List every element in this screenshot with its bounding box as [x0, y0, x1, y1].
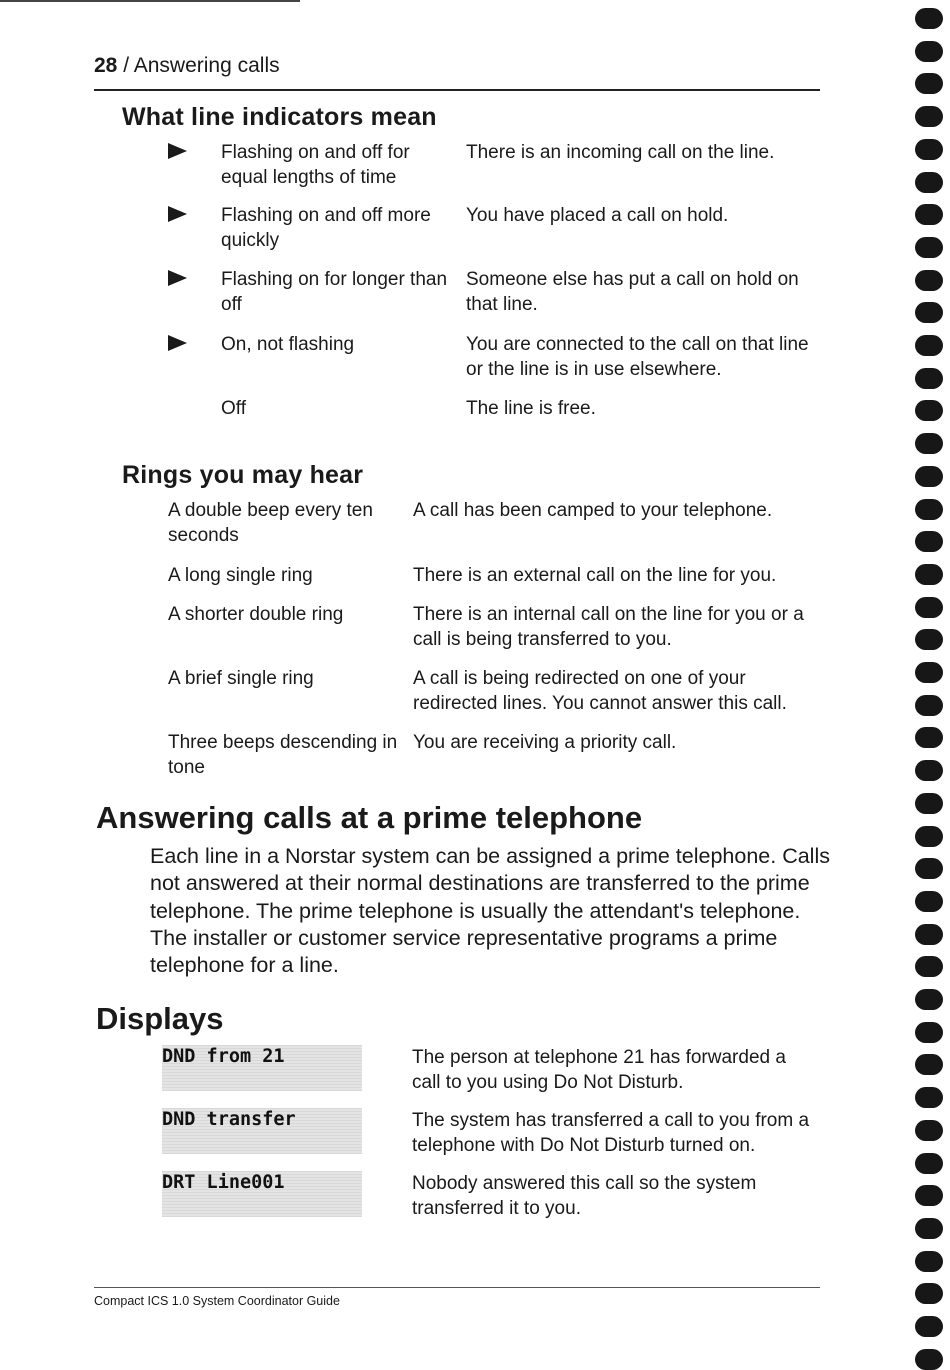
binding-hole-icon — [915, 629, 943, 650]
header-divider — [94, 89, 820, 91]
page-number: 28 — [94, 54, 118, 77]
arrow-bullet-icon — [168, 143, 187, 159]
display-meaning: The system has transferred a call to you from a telephone with Do Not Disturb turned on. — [412, 1110, 810, 1156]
indicator-meaning: The line is free. — [466, 398, 596, 419]
indicator-state: Flashing on for longer than off — [221, 269, 448, 315]
binding-hole-icon — [915, 662, 943, 683]
ring-sound: A long single ring — [168, 565, 313, 586]
display-screen: DND transfer — [162, 1108, 362, 1154]
indicator-state: Flashing on and off for equal lengths of time — [221, 142, 410, 188]
arrow-bullet-icon — [168, 206, 187, 222]
ring-meaning: There is an external call on the line for you. — [413, 565, 777, 586]
display-screen: DRT Line001 — [162, 1171, 362, 1217]
ring-sound: Three beeps descending in tone — [168, 732, 398, 778]
binding-hole-icon — [915, 1251, 943, 1272]
binding-hole-icon — [915, 597, 943, 618]
binding-hole-icon — [915, 1283, 943, 1304]
binding-hole-icon — [915, 858, 943, 879]
binding-hole-icon — [915, 891, 943, 912]
binding-hole-icon — [915, 237, 943, 258]
binding-hole-icon — [915, 989, 943, 1010]
ring-meaning: A call is being redirected on one of your redirected lines. You cannot answer this call. — [413, 668, 787, 714]
ring-meaning: There is an internal call on the line for you or a call is being transferred to you. — [413, 604, 804, 650]
footer-text: Compact ICS 1.0 System Coordinator Guide — [94, 1294, 340, 1308]
binding-hole-icon — [915, 564, 943, 585]
header-separator: / — [117, 54, 134, 77]
binding-hole-icon — [915, 1153, 943, 1174]
binding-hole-icon — [915, 466, 943, 487]
binding-hole-icon — [915, 106, 943, 127]
binding-hole-icon — [915, 368, 943, 389]
binding-hole-icon — [915, 204, 943, 225]
display-screen: DND from 21 — [162, 1045, 362, 1091]
binding-hole-icon — [915, 1120, 943, 1141]
binding-hole-icon — [915, 1022, 943, 1043]
page-header — [94, 54, 280, 78]
indicator-state: Off — [221, 398, 246, 419]
binding-hole-icon — [915, 73, 943, 94]
binding-hole-icon — [915, 695, 943, 716]
arrow-bullet-icon — [168, 270, 187, 286]
binding-hole-icon — [915, 531, 943, 552]
binding-hole-icon — [915, 1316, 943, 1337]
displays-heading: Displays — [96, 1001, 224, 1036]
binding-hole-icon — [915, 302, 943, 323]
indicator-state: On, not flashing — [221, 334, 355, 355]
indicator-meaning: There is an incoming call on the line. — [466, 142, 775, 163]
arrow-bullet-icon — [168, 335, 187, 351]
binding-hole-icon — [915, 270, 943, 291]
prime-paragraph: Each line in a Norstar system can be assigned a prime telephone. Calls not answered at their normal destinations are transferred to the prime telephone. The prime telephone is usually the attendant's telephone. The installer or customer service representative programs a prime telephone for a line. — [150, 844, 830, 978]
binding-hole-icon — [915, 8, 943, 29]
prime-heading: Answering calls at a prime telephone — [96, 800, 643, 835]
binding-hole-icon — [915, 139, 943, 160]
binding-holes — [909, 0, 950, 1350]
binding-hole-icon — [915, 956, 943, 977]
indicator-meaning: You have placed a call on hold. — [466, 205, 729, 226]
section-title: Answering calls — [133, 54, 280, 77]
ring-meaning: You are receiving a priority call. — [413, 732, 677, 753]
binding-hole-icon — [915, 760, 943, 781]
rings-heading: Rings you may hear — [122, 461, 364, 489]
binding-hole-icon — [915, 727, 943, 748]
binding-hole-icon — [915, 433, 943, 454]
ring-sound: A shorter double ring — [168, 604, 344, 625]
binding-hole-icon — [915, 1087, 943, 1108]
binding-hole-icon — [915, 499, 943, 520]
display-meaning: Nobody answered this call so the system transferred it to you. — [412, 1173, 757, 1219]
binding-hole-icon — [915, 1349, 943, 1370]
binding-hole-icon — [915, 400, 943, 421]
binding-hole-icon — [915, 41, 943, 62]
line-indicators-heading: What line indicators mean — [122, 103, 437, 131]
binding-hole-icon — [915, 1218, 943, 1239]
binding-hole-icon — [915, 1054, 943, 1075]
binding-hole-icon — [915, 826, 943, 847]
indicator-meaning: You are connected to the call on that line or the line is in use elsewhere. — [466, 334, 809, 380]
ring-sound: A brief single ring — [168, 668, 314, 689]
binding-hole-icon — [915, 793, 943, 814]
footer-divider — [94, 1287, 820, 1288]
binding-hole-icon — [915, 172, 943, 193]
ring-meaning: A call has been camped to your telephone. — [413, 500, 773, 521]
binding-hole-icon — [915, 924, 943, 945]
display-meaning: The person at telephone 21 has forwarded a call to you using Do Not Disturb. — [412, 1047, 786, 1093]
binding-hole-icon — [915, 1185, 943, 1206]
scan-edge-mark — [0, 0, 300, 2]
binding-hole-icon — [915, 335, 943, 356]
ring-sound: A double beep every ten seconds — [168, 500, 373, 546]
indicator-state: Flashing on and off more quickly — [221, 205, 431, 251]
indicator-meaning: Someone else has put a call on hold on that line. — [466, 269, 799, 315]
